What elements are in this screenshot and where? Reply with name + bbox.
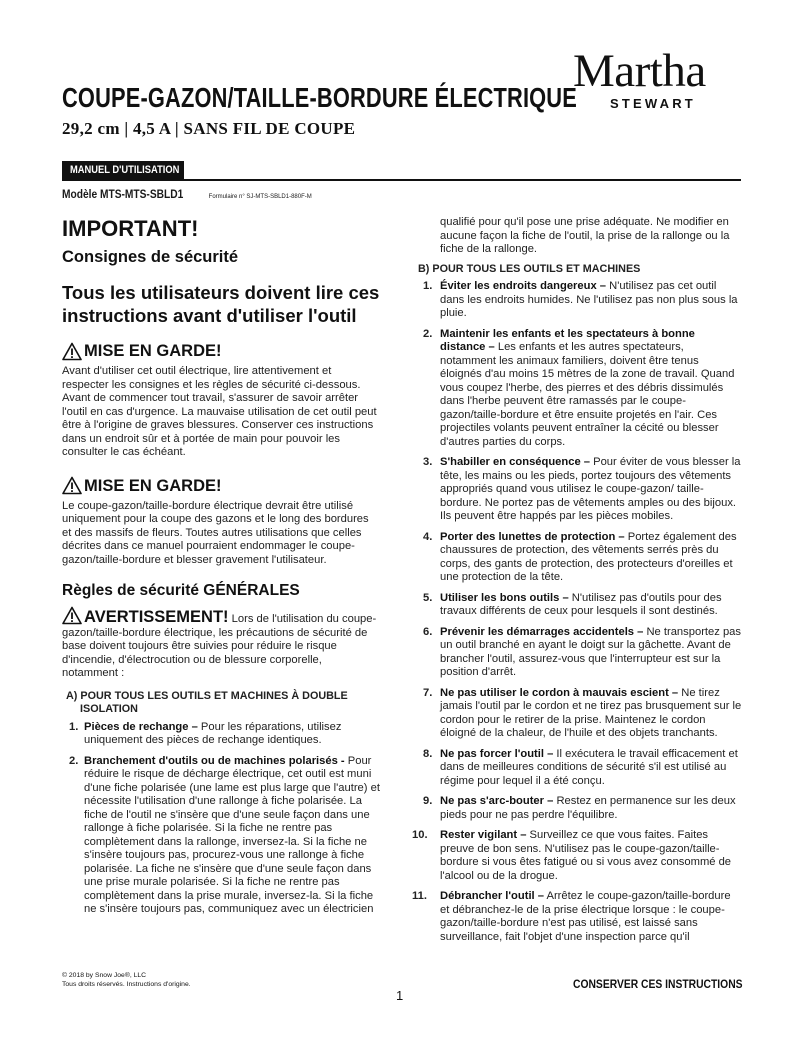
footer-copyright-block [62,971,191,989]
avertissement-paragraph [62,606,380,681]
right-rules-list [412,280,742,944]
page-number: 1 [396,988,404,1003]
item-text: Restez en permanence sur les deux pieds pour ne pas perdre l'équilibre. [440,795,736,821]
list-item [412,890,742,944]
document-subtitle: 29,2 cm | 4,5 A | SANS FIL DE COUPE [62,119,356,138]
list-item [418,531,742,585]
warning-heading-2 [62,476,380,496]
list-item [418,626,742,680]
item-text: Pour réduire le risque de décharge électrique, cet outil est muni d'une fiche polarisée (une lame est plus large que l'autre) et nécessite l'utilisation d'une rallonge à fiche polarisée. La fiche de l'outil ne s'insère que d'une seule façon dans une rallonge à fiche polarisée. Si la fiche ne rentre pas complètement dans la rallonge, inversez-la. Si la fiche ne s'insère toujours pas, procurez-vous une rallonge à fiche polarisée. La fiche ne s'insère que d'une seule façon dans une prise murale polarisée. Si la fiche ne rentre pas complètement dans la prise murale, inversez-la. Si la fiche ne s'insère toujours pas, communiquez avec un électricien [84,754,380,915]
important-heading: IMPORTANT! [62,216,199,241]
brand-logo-sub: STEWART [610,96,696,111]
copyright-text: © 2018 by Snow Joe®, LLC [62,972,147,979]
item-text: N'utilisez pas cet outil dans les endroits humides. Ne l'utilisez pas non plus sous la pluie. [440,280,738,319]
item-lead: Ne pas forcer l'outil – [440,747,554,760]
list-item [418,328,742,450]
form-number: Formulaire n° SJ-MTS-SBLD1-880F-M [208,194,312,200]
item-text: Les enfants et les autres spectateurs, notamment les animaux familiers, doivent être tenus éloignés d'au moins 15 mètres de la zone de travail. Quand vous coupez l'herbe, des pierres et des débris dissimulés dans l'herbe peuvent être ramassés par le coupe-gazon/taille-bordure et être ensuite projetés en l'air. Ces projectiles volants peuvent entraîner la cécité ou blesser d'autres parties du corps. [440,341,735,448]
list-item [418,456,742,524]
item-number: 6. [423,625,433,638]
item-number: 4. [423,530,433,543]
document-title: COUPE-GAZON/TAILLE-BORDURE ÉLECTRIQUE [62,82,577,113]
left-rules-list [62,721,380,917]
left-column [62,216,380,924]
item-text: Il exécutera le travail efficacement et dans de meilleures conditions de sécurité s'il est utilisé au régime pour lequel il a été conçu. [440,747,738,787]
section-b-heading: B) POUR TOUS LES OUTILS ET MACHINES [418,262,641,275]
right-column [412,216,742,951]
item-lead: Prévenir les démarrages accidentels – [440,625,644,638]
conserver-text: CONSERVER CES INSTRUCTIONS [573,977,743,991]
item-number: 3. [423,456,433,468]
item-text: Portez également des chaussures de protection, des vêtements serrés près du corps, des gants de protection, des protecteurs d'oreilles et une protection de la tête. [440,530,737,583]
warning-triangle-icon [62,606,82,625]
item-number: 11. [412,890,427,902]
item-text: Pour les réparations, utilisez uniquement des pièces de rechange identiques. [84,720,342,746]
warning-text-1: Avant d'utiliser cet outil électrique, lire attentivement et respecter les consignes et les règles de sécurité ci-dessous. Avant de commencer tout travail, s'assurer de savoir arrêter l'outil en cas d'urgence. La mauvaise utilisation de cet outil peut être à l'origine de graves blessures. Conserver ces instructions dans un endroit sûr et à portée de main pour pouvoir les consulter le cas échéant. [62,365,377,458]
item-number: 9. [423,795,433,807]
item-lead: Pièces de rechange – [84,720,198,733]
general-rules-heading: Règles de sécurité GÉNÉRALES [62,582,300,599]
item-number: 8. [423,747,433,760]
warning-title-2: MISE EN GARDE! [84,476,222,495]
model-line [62,187,312,201]
item-number: 1. [69,720,79,733]
warning-text-2: Le coupe-gazon/taille-bordure électrique devrait être utilisé uniquement pour la coupe des gazons et le long des bordures et des massifs de fleurs. Toutes autres utilisations que celles décrites dans ce manuel pourraient endommager le coupe-gazon/taille-bordure et blesser gravement l'utilisateur. [62,499,369,566]
avertissement-text: Lors de l'utilisation du coupe-gazon/taille-bordure électrique, les précautions de sécurité de base doivent toujours être suivies pour réduire le risque d'incendie, d'électrocution ou de blessure corporelle, notamment : [62,613,377,679]
continued-text: qualifié pour qu'il pose une prise adéquate. Ne modifier en aucune façon la fiche de l'outil, la prise de la rallonge ou la fiche de la rallonge. [440,216,730,255]
warning-heading-1 [62,341,380,361]
item-lead: Débrancher l'outil – [440,890,544,902]
item-number: 10. [412,829,428,841]
list-item [418,592,742,619]
read-instructions-heading: Tous les utilisateurs doivent lire ces instructions avant d'utiliser l'outil [62,282,380,326]
item-lead: Porter des lunettes de protection – [440,530,625,543]
item-lead: Rester vigilant – [440,829,527,841]
model-number: Modèle MTS-MTS-SBLD1 [62,187,184,201]
item-text: Ne transportez pas un outil branché en ayant le doigt sur la gâchette. Avant de brancher l'outil, assurez-vous que l'interrupteur est sur la position d'arrêt. [440,625,741,678]
manual-label: MANUEL D'UTILISATION [70,164,180,176]
item-text: Surveillez ce que vous faites. Faites preuve de bon sens. N'utilisez pas le coupe-gazon/taille-bordure si vous êtes fatigué ou si vous avez consommé de l'alcool ou de la drogue. [440,829,732,882]
list-item [418,748,742,789]
item-lead: Branchement d'outils ou de machines polarisés - [84,754,345,767]
item-lead: Ne pas utiliser le cordon à mauvais escient – [440,686,679,699]
section-a-heading: A) POUR TOUS LES OUTILS ET MACHINES À DOUBLE ISOLATION [66,689,348,715]
item-text: Pour éviter de vous blesser la tête, les mains ou les pieds, portez toujours des vêtements appropriés quand vous utilisez le coupe-gazon/ taille-bordure. Ne portez pas de vêtements amples ou des bijoux. Ils peuvent être happés par les pièces mobiles. [440,456,741,522]
item-lead: Maintenir les enfants et les spectateurs à bonne distance – [440,327,695,353]
consignes-heading: Consignes de sécurité [62,248,239,266]
list-item [418,280,742,321]
list-item [418,687,742,741]
footer-conserver [573,977,770,991]
list-item [62,755,380,917]
item-text: Ne tirez jamais l'outil par le cordon et ne tirez pas brusquement sur le cordon pour le retirer de la prise. Maintenez le cordon éloigné de la chaleur, de l'huile et des objets tranchants. [440,686,742,739]
avertissement-title: AVERTISSEMENT! [84,608,229,626]
item-text: Arrêtez le coupe-gazon/taille-bordure et débranchez-le de la prise électrique lorsque : le coupe-gazon/taille-bordure n'est pas utilisé, est laissé sans surveillance, fait l'objet d'une inspection parce qu'il [440,890,731,943]
brand-logo-main: Martha [573,45,706,97]
warning-triangle-icon [62,476,82,495]
item-lead: Utiliser les bons outils – [440,591,569,604]
warning-triangle-icon [62,342,82,361]
manual-label-tab [62,161,184,180]
warning-title-1: MISE EN GARDE! [84,342,222,360]
item-number: 1. [423,280,433,292]
list-item [418,795,742,822]
item-number: 2. [69,754,79,767]
item-number: 5. [423,591,433,604]
rights-text: Tous droits réservés. Instructions d'origine. [62,981,191,988]
item-lead: Ne pas s'arc-bouter – [440,795,554,807]
item-lead: Éviter les endroits dangereux – [440,280,607,292]
item-text: N'utilisez pas d'outils pour des travaux différents de ceux pour lesquels il sont destinés. [440,591,722,617]
item-number: 2. [423,327,433,340]
item-lead: S'habiller en conséquence – [440,456,591,468]
list-item [62,721,380,748]
item-number: 7. [423,686,433,699]
list-item [412,829,742,883]
header-divider [62,179,741,181]
